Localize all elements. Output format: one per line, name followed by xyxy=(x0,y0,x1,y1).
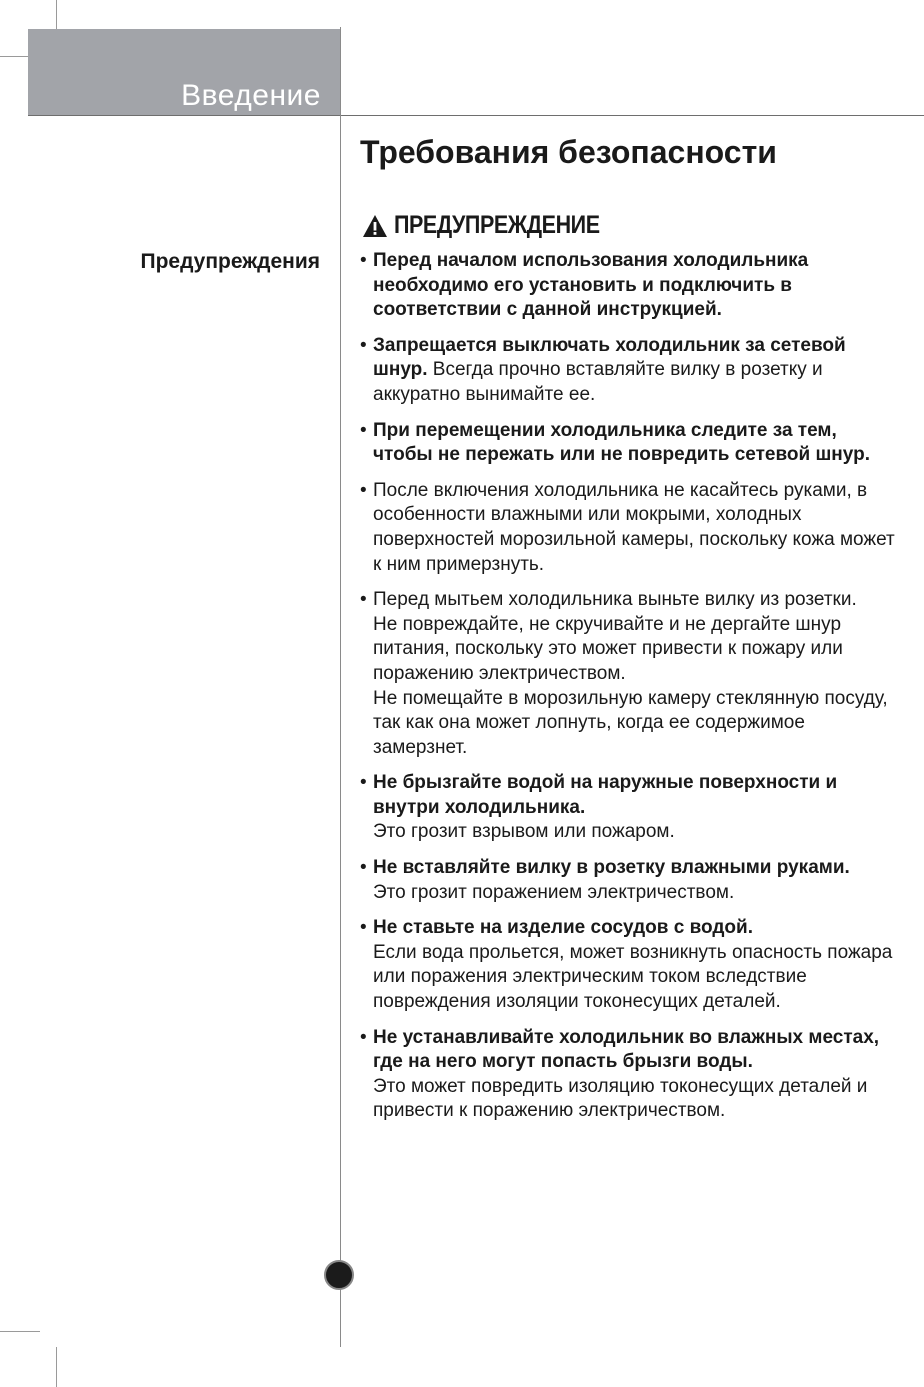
page-marker-dot xyxy=(324,1260,354,1290)
crop-mark xyxy=(0,1331,40,1332)
item-bold-text: При перемещении холодильника следите за тем, чтобы не пережать или не повредить сетевой шнур. xyxy=(373,419,870,466)
item-line: Не повреждайте, не скручивайте и не дергайте шнур питания, поскольку это может привести к пожару или поражению электричеством. xyxy=(373,613,843,684)
list-item: • Перед мытьем холодильника выньте вилку из розетки. Не повреждайте, не скручивайте и не дергайте шнур питания, поскольку это может привести к пожару или поражению электричеством. Не помещайте в морозильную камеру стеклянную посуду, так как она может лопнуть, когда ее содержимое замерзнет. xyxy=(358,588,898,760)
list-item: • Запрещается выключать холодильник за сетевой шнур. Всегда прочно вставляйте вилку в розетку и аккуратно вынимайте ее. xyxy=(360,334,846,405)
list-item: • Не ставьте на изделие сосудов с водой. Если вода прольется, может возникнуть опасность пожара или поражения электрическим током вследствие повреждения изоляции токонесущих деталей. xyxy=(358,916,898,1014)
item-text: Всегда прочно вставляйте вилку в розетку и аккуратно вынимайте ее. xyxy=(373,359,823,405)
column-divider xyxy=(340,27,341,1347)
list-item: • Не брызгайте водой на наружные поверхности и внутри холодильника. Это грозит взрывом или пожаром. xyxy=(358,771,898,845)
list-item: • Не устанавливайте холодильник во влажных местах, где на него могут попасть брызги воды. Это может повредить изоляцию токонесущих деталей и привести к поражению электричеством. xyxy=(358,1026,898,1124)
crop-mark xyxy=(0,56,28,57)
section-header-band xyxy=(28,29,341,115)
page-title: Требования безопасности xyxy=(360,134,777,170)
crop-mark xyxy=(56,0,57,30)
item-line: Не помещайте в морозильную камеру стеклянную посуду, так как она может лопнуть, когда ее содержимое замерзнет. xyxy=(373,687,888,758)
list-item: • Перед началом использования холодильника необходимо его установить и подключить в соответствии с данной инструкцией. xyxy=(360,250,809,321)
item-text: Это грозит взрывом или пожаром. xyxy=(373,821,675,843)
item-line: Перед мытьем холодильника выньте вилку из розетки. xyxy=(373,589,857,611)
item-text: После включения холодильника не касайтесь руками, в особенности влажными или мокрыми, холодных поверхностей морозильной камеры, поскольку кожа может к ним примерзнуть. xyxy=(373,479,895,575)
item-text: Это может повредить изоляцию токонесущих деталей и привести к поражению электричеством. xyxy=(373,1075,868,1122)
item-bold-text: Запрещается выключать холодильник за сетевой шнур. xyxy=(373,334,846,381)
header-divider xyxy=(28,115,924,116)
item-bold-text: Не вставляйте вилку в розетку влажными руками. xyxy=(373,857,850,879)
warning-triangle-icon xyxy=(362,214,388,238)
item-text: Если вода прольется, может возникнуть опасность пожара или поражения электрическим током вследствие повреждения изоляции токонесущих деталей. xyxy=(373,941,893,1013)
list-item: • При перемещении холодильника следите за тем, чтобы не пережать или не повредить сетевой шнур. xyxy=(360,419,870,466)
section-title: Введение xyxy=(181,79,321,112)
item-bold-text: Перед началом использования холодильника необходимо его установить и подключить в соответствии с данной инструкцией. xyxy=(373,250,809,321)
item-text: Это грозит поражением электричеством. xyxy=(373,881,735,903)
list-item: • После включения холодильника не касайтесь руками, в особенности влажными или мокрыми, холодных поверхностей морозильной камеры, поскольку кожа может к ним примерзнуть. xyxy=(360,479,895,575)
warning-heading xyxy=(362,211,633,240)
item-bold-text: Не устанавливайте холодильник во влажных местах, где на него могут попасть брызги воды. xyxy=(373,1026,880,1073)
warning-list xyxy=(358,249,898,1135)
item-bold-text: Не брызгайте водой на наружные поверхности и внутри холодильника. xyxy=(373,772,838,818)
side-label: Предупреждения xyxy=(140,250,320,273)
crop-mark xyxy=(56,1347,57,1387)
list-item: • Не вставляйте вилку в розетку влажными руками. Это грозит поражением электричеством. xyxy=(358,856,898,905)
item-bold-text: Не ставьте на изделие сосудов с водой. xyxy=(373,917,753,939)
warning-title: ПРЕДУПРЕЖДЕНИЕ xyxy=(394,211,600,239)
